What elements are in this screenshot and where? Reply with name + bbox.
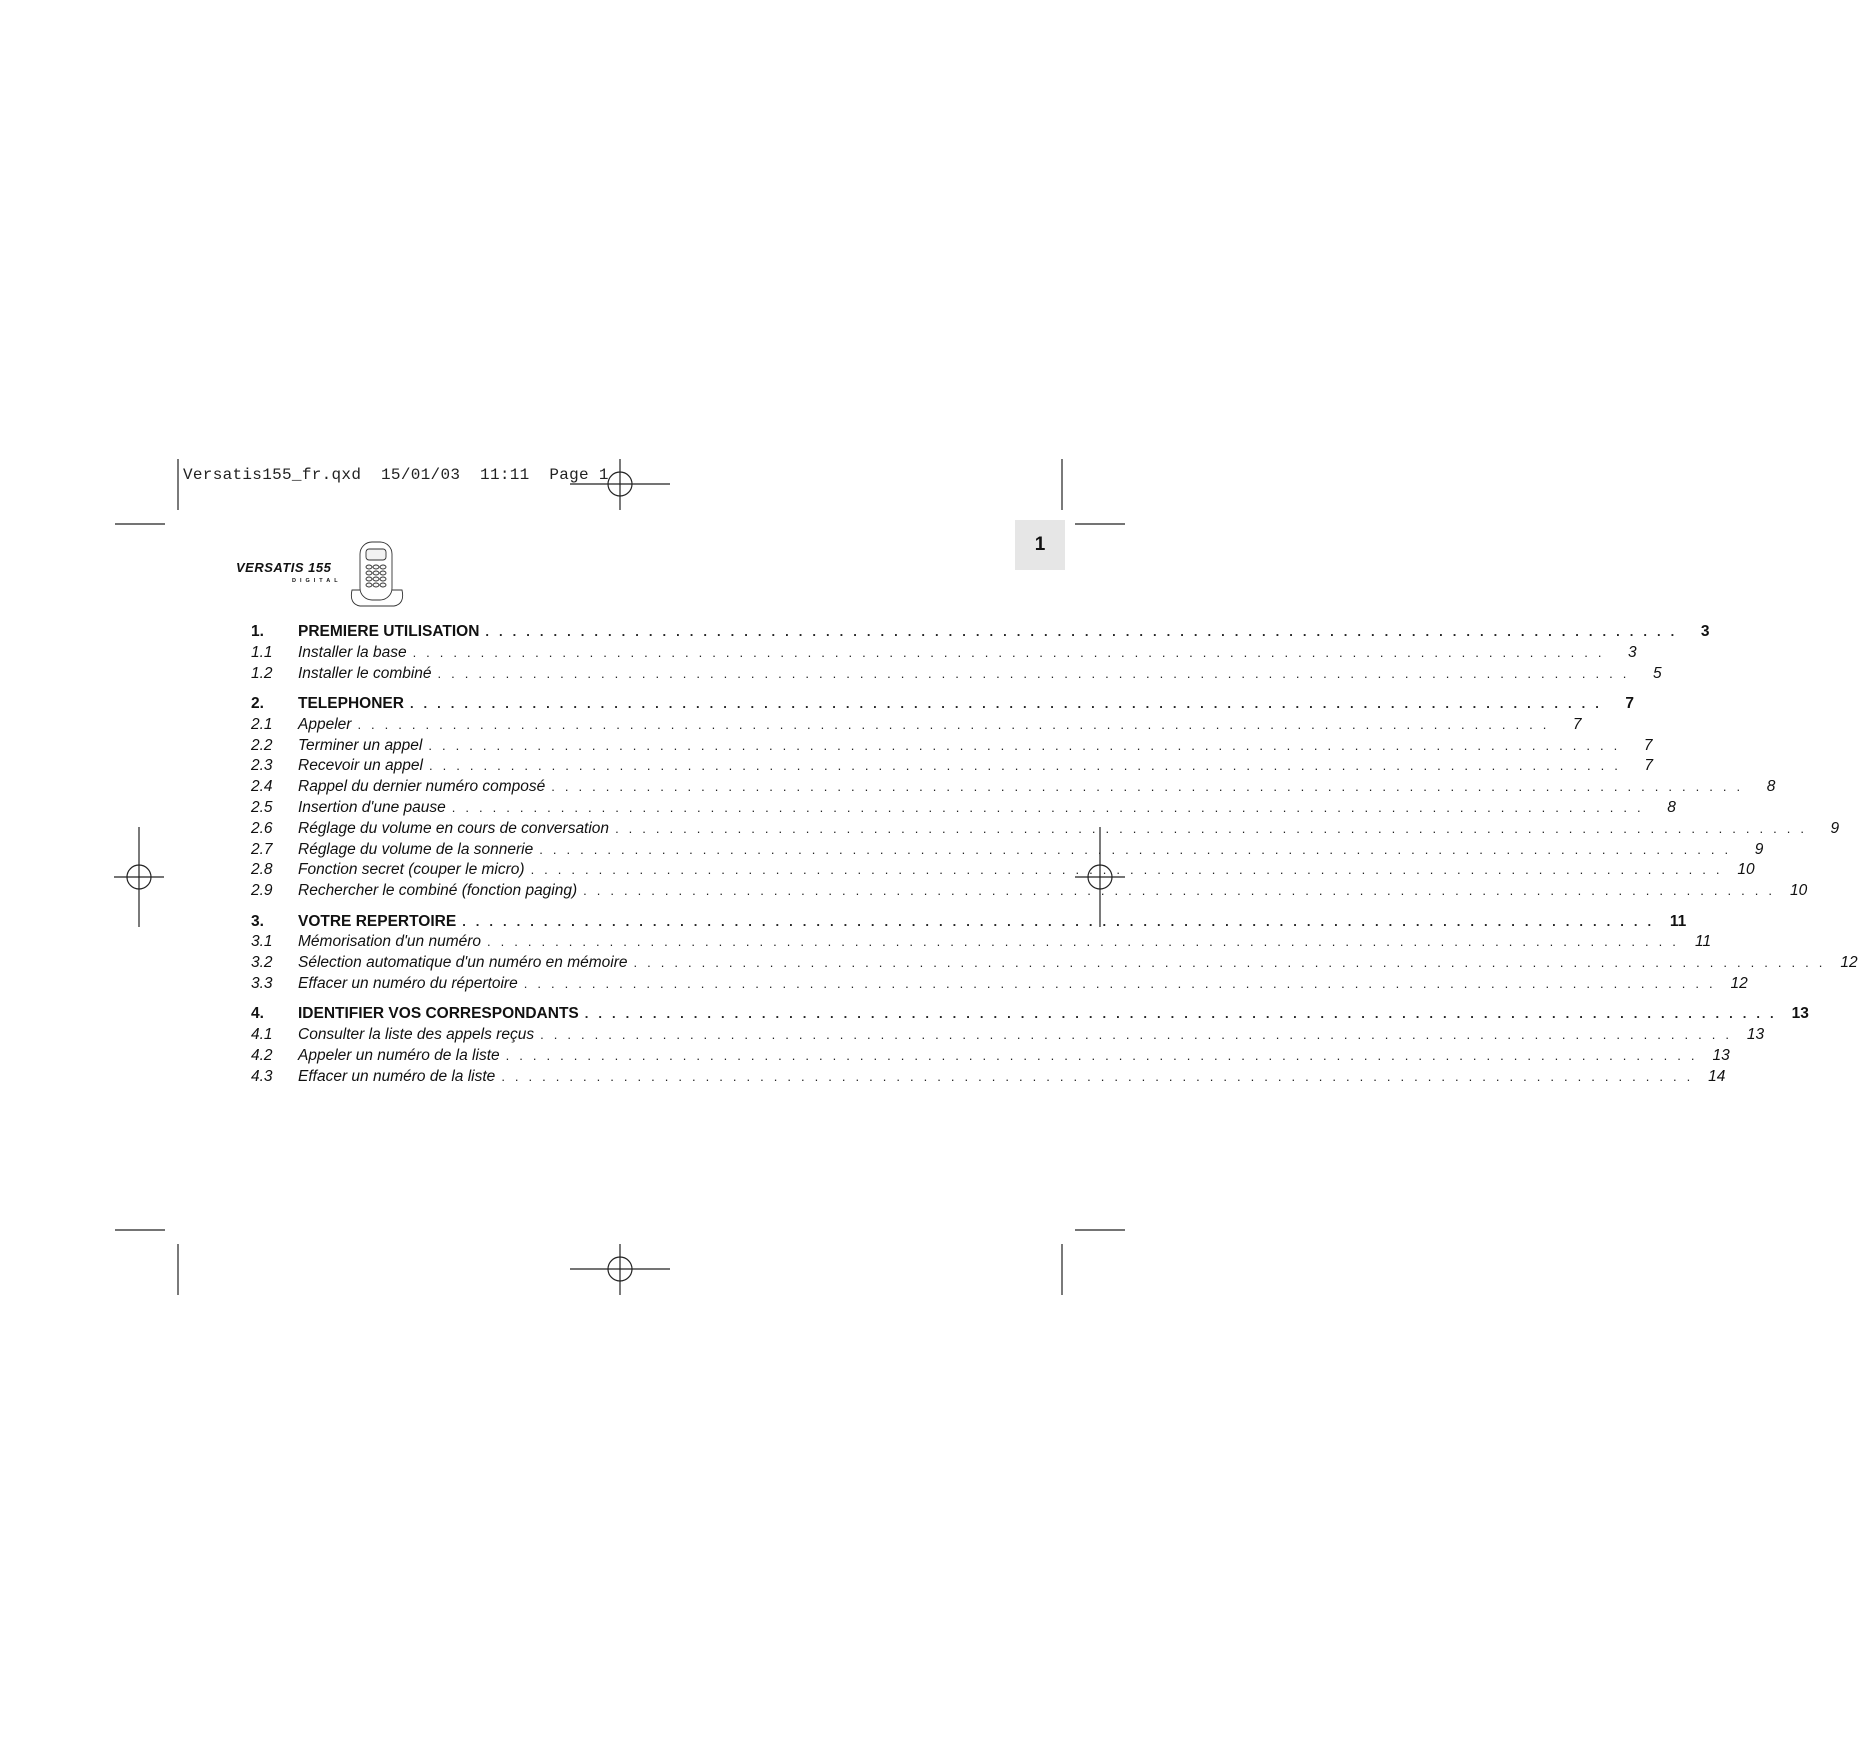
toc-section-2-4 bbox=[251, 777, 1776, 798]
product-logo bbox=[234, 540, 414, 608]
toc-entry-title: Appeler un numéro de la liste bbox=[298, 1046, 500, 1064]
toc-page-number: 14 bbox=[1708, 1067, 1726, 1085]
toc-entry-number: 4. bbox=[251, 1005, 264, 1023]
toc-page-number: 9 bbox=[1830, 819, 1840, 837]
toc-dot-leader: . . . . . . . . . . . . . . . . . . . . . . . . . . . . . . . . . . . . . . . . . . . . . . . . . . . . . . . . . . . . . . . . . . . . . . . . . . . . . . . . . . . . . . . . bbox=[551, 779, 1744, 795]
toc-entry-title: PREMIERE UTILISATION bbox=[298, 623, 480, 640]
toc-entry-title: Sélection automatique d'un numéro en mémoire bbox=[298, 954, 628, 972]
toc-dot-leader: . . . . . . . . . . . . . . . . . . . . . . . . . . . . . . . . . . . . . . . . . . . . . . . . . . . . . . . . . . . . . . . . . . . . . . . . . . . . . . . . . . . . . . . . bbox=[615, 820, 1808, 836]
toc-page-number: 12 bbox=[1840, 954, 1858, 972]
toc-dot-leader: . . . . . . . . . . . . . . . . . . . . . . . . . . . . . . . . . . . . . . . . . . . . . . . . . . . . . . . . . . . . . . . . . . . . . . . . . . . . . . . . . . . . . . . . bbox=[357, 716, 1550, 732]
toc-entry-number: 3.2 bbox=[251, 954, 273, 972]
toc-entry-number: 2.2 bbox=[251, 736, 273, 754]
toc-entry-title: Installer la base bbox=[298, 643, 407, 661]
toc-entry-number: 2.7 bbox=[251, 840, 273, 858]
toc-section-2-1 bbox=[251, 715, 1582, 736]
toc-entry-title: IDENTIFIER VOS CORRESPONDANTS bbox=[298, 1005, 579, 1023]
toc-section-1-1 bbox=[251, 643, 1637, 664]
toc-page-number: 7 bbox=[1625, 694, 1635, 712]
toc-section-3-3 bbox=[251, 974, 1748, 995]
toc-entry-number: 4.1 bbox=[251, 1026, 273, 1044]
toc-entry-number: 4.3 bbox=[251, 1067, 273, 1085]
toc-chapter-spacer bbox=[251, 684, 981, 694]
toc-entry-title: Recevoir un appel bbox=[298, 757, 423, 775]
toc-entry-number: 2. bbox=[251, 694, 264, 712]
phone-handset-icon bbox=[351, 542, 402, 606]
toc-dot-leader: . . . . . . . . . . . . . . . . . . . . . . . . . . . . . . . . . . . . . . . . . . . . . . . . . . . . . . . . . . . . . . . . . . . . . . . . . . . . . . . . . . . . . . . . bbox=[451, 799, 1644, 815]
toc-entry-number: 2.1 bbox=[251, 715, 273, 733]
toc-page-number: 10 bbox=[1789, 882, 1808, 900]
toc-entry-title: Terminer un appel bbox=[298, 736, 423, 754]
toc-entry-title: Mémorisation d'un numéro bbox=[298, 933, 482, 951]
toc-page-number: 7 bbox=[1643, 736, 1653, 754]
toc-dot-leader: . . . . . . . . . . . . . . . . . . . . . . . . . . . . . . . . . . . . . . . . . . . . . . . . . . . . . . . . . . . . . . . . . . . . . . . . . . . . . . . . . . . . . . . . bbox=[409, 695, 1603, 711]
logo-digital-text: DIGITAL bbox=[292, 578, 342, 584]
toc-section-2-6 bbox=[251, 819, 1840, 840]
table-of-contents bbox=[251, 622, 1858, 1088]
toc-entry-number: 2.5 bbox=[251, 798, 273, 816]
toc-page-number: 7 bbox=[1644, 757, 1654, 775]
toc-page-number: 13 bbox=[1791, 1005, 1809, 1023]
toc-page-number: 13 bbox=[1746, 1026, 1765, 1044]
toc-page-number: 11 bbox=[1669, 912, 1687, 930]
toc-dot-leader: . . . . . . . . . . . . . . . . . . . . . . . . . . . . . . . . . . . . . . . . . . . . . . . . . . . . . . . . . . . . . . . . . . . . . . . . . . . . . . . . . . . . . . . . bbox=[540, 1027, 1733, 1043]
toc-chapter-1 bbox=[251, 622, 1710, 643]
toc-entry-title: Réglage du volume en cours de conversation bbox=[298, 819, 610, 837]
toc-section-2-9 bbox=[251, 881, 1808, 902]
toc-entry-title: Rappel du dernier numéro composé bbox=[298, 778, 546, 796]
toc-dot-leader: . . . . . . . . . . . . . . . . . . . . . . . . . . . . . . . . . . . . . . . . . . . . . . . . . . . . . . . . . . . . . . . . . . . . . . . . . . . . . . . . . . . . . . . . bbox=[487, 934, 1680, 950]
toc-dot-leader: . . . . . . . . . . . . . . . . . . . . . . . . . . . . . . . . . . . . . . . . . . . . . . . . . . . . . . . . . . . . . . . . . . . . . . . . . . . . . . . . . . . . . . . . bbox=[428, 758, 1622, 774]
toc-entry-title: Appeler bbox=[298, 715, 352, 733]
toc-chapter-spacer bbox=[251, 995, 981, 1005]
toc-page-number: 11 bbox=[1695, 933, 1712, 951]
toc-entry-title: Insertion d'une pause bbox=[298, 798, 446, 816]
toc-page-number: 9 bbox=[1754, 840, 1764, 858]
toc-page-number: 3 bbox=[1700, 623, 1710, 640]
toc-entry-title: Effacer un numéro de la liste bbox=[298, 1067, 496, 1085]
toc-page-number: 10 bbox=[1737, 861, 1755, 879]
toc-page-number: 8 bbox=[1667, 798, 1676, 816]
toc-dot-leader: . . . . . . . . . . . . . . . . . . . . . . . . . . . . . . . . . . . . . . . . . . . . . . . . . . . . . . . . . . . . . . . . . . . . . . . . . . . . . . . . . . . . . . . . bbox=[583, 883, 1776, 899]
toc-section-4-1 bbox=[251, 1025, 1765, 1046]
toc-entry-title: Consulter la liste des appels reçus bbox=[298, 1026, 535, 1044]
toc-entry-title: Rechercher le combiné (fonction paging) bbox=[298, 882, 578, 900]
toc-page-number: 5 bbox=[1653, 664, 1662, 682]
toc-chapter-3 bbox=[251, 912, 1687, 933]
toc-entry-number: 1. bbox=[251, 623, 264, 640]
toc-entry-number: 2.4 bbox=[251, 778, 273, 796]
registration-target-left bbox=[114, 827, 164, 927]
toc-chapter-2 bbox=[251, 694, 1635, 715]
toc-page-number: 3 bbox=[1628, 643, 1637, 661]
toc-entry-title: Effacer un numéro du répertoire bbox=[298, 974, 518, 992]
toc-section-2-3 bbox=[251, 756, 1654, 777]
toc-entry-number: 4.2 bbox=[251, 1046, 273, 1064]
toc-entry-number: 2.9 bbox=[251, 882, 273, 900]
toc-dot-leader: . . . . . . . . . . . . . . . . . . . . . . . . . . . . . . . . . . . . . . . . . . . . . . . . . . . . . . . . . . . . . . . . . . . . . . . . . . . . . . . . . . . . . . . . bbox=[530, 862, 1723, 878]
page-number: 1 bbox=[1034, 534, 1046, 555]
toc-dot-leader: . . . . . . . . . . . . . . . . . . . . . . . . . . . . . . . . . . . . . . . . . . . . . . . . . . . . . . . . . . . . . . . . . . . . . . . . . . . . . . . . . . . . . . . . bbox=[428, 737, 1621, 753]
page-number-tab bbox=[1015, 520, 1065, 570]
toc-dot-leader: . . . . . . . . . . . . . . . . . . . . . . . . . . . . . . . . . . . . . . . . . . . . . . . . . . . . . . . . . . . . . . . . . . . . . . . . . . . . . . . . . . . . . . . . bbox=[412, 644, 1605, 660]
toc-dot-leader: . . . . . . . . . . . . . . . . . . . . . . . . . . . . . . . . . . . . . . . . . . . . . . . . . . . . . . . . . . . . . . . . . . . . . . . . . . . . . . . . . . . . . . . . bbox=[523, 975, 1716, 991]
toc-section-4-2 bbox=[251, 1046, 1730, 1067]
toc-entry-number: 3. bbox=[251, 912, 264, 930]
toc-chapter-4 bbox=[251, 1004, 1809, 1025]
toc-section-3-1 bbox=[251, 932, 1712, 953]
toc-section-2-8 bbox=[251, 860, 1755, 881]
toc-entry-title: VOTRE REPERTOIRE bbox=[298, 912, 457, 930]
toc-entry-number: 2.8 bbox=[251, 861, 273, 879]
toc-chapter-spacer bbox=[251, 902, 981, 912]
toc-page-number: 12 bbox=[1730, 974, 1748, 992]
toc-section-1-2 bbox=[251, 664, 1662, 685]
toc-dot-leader: . . . . . . . . . . . . . . . . . . . . . . . . . . . . . . . . . . . . . . . . . . . . . . . . . . . . . . . . . . . . . . . . . . . . . . . . . . . . . . . . . . . . . . . . bbox=[462, 913, 1655, 929]
toc-entry-title: Réglage du volume de la sonnerie bbox=[298, 840, 534, 858]
file-slug: Versatis155_fr.qxd 15/01/03 11:11 Page 1 bbox=[183, 466, 609, 484]
toc-dot-leader: . . . . . . . . . . . . . . . . . . . . . . . . . . . . . . . . . . . . . . . . . . . . . . . . . . . . . . . . . . . . . . . . . . . . . . . . . . . . . . . . . . . . . . . . bbox=[501, 1068, 1694, 1084]
toc-entry-title: Fonction secret (couper le micro) bbox=[298, 861, 525, 879]
toc-dot-leader: . . . . . . . . . . . . . . . . . . . . . . . . . . . . . . . . . . . . . . . . . . . . . . . . . . . . . . . . . . . . . . . . . . . . . . . . . . . . . . . . . . . . . . . . bbox=[584, 1006, 1777, 1022]
logo-brand-text: VERSATIS 155 bbox=[236, 560, 332, 575]
toc-dot-leader: . . . . . . . . . . . . . . . . . . . . . . . . . . . . . . . . . . . . . . . . . . . . . . . . . . . . . . . . . . . . . . . . . . . . . . . . . . . . . . . . . . . . . . . . bbox=[505, 1047, 1698, 1063]
toc-section-2-2 bbox=[251, 736, 1653, 757]
toc-dot-leader: . . . . . . . . . . . . . . . . . . . . . . . . . . . . . . . . . . . . . . . . . . . . . . . . . . . . . . . . . . . . . . . . . . . . . . . . . . . . . . . . . . . . . . . . bbox=[633, 955, 1826, 971]
toc-section-2-5 bbox=[251, 798, 1676, 819]
toc-entry-number: 2.6 bbox=[251, 819, 273, 837]
toc-dot-leader: . . . . . . . . . . . . . . . . . . . . . . . . . . . . . . . . . . . . . . . . . . . . . . . . . . . . . . . . . . . . . . . . . . . . . . . . . . . . . . . . . . . . . . . . bbox=[485, 624, 1678, 639]
toc-section-4-3 bbox=[251, 1067, 1726, 1088]
registration-target-bottom bbox=[570, 1244, 670, 1295]
toc-entry-number: 2.3 bbox=[251, 757, 273, 775]
toc-dot-leader: . . . . . . . . . . . . . . . . . . . . . . . . . . . . . . . . . . . . . . . . . . . . . . . . . . . . . . . . . . . . . . . . . . . . . . . . . . . . . . . . . . . . . . . . bbox=[437, 665, 1630, 681]
toc-dot-leader: . . . . . . . . . . . . . . . . . . . . . . . . . . . . . . . . . . . . . . . . . . . . . . . . . . . . . . . . . . . . . . . . . . . . . . . . . . . . . . . . . . . . . . . . bbox=[539, 841, 1732, 857]
toc-entry-title: TELEPHONER bbox=[298, 694, 404, 712]
toc-entry-number: 1.2 bbox=[251, 664, 273, 682]
toc-entry-number: 3.1 bbox=[251, 933, 273, 951]
toc-section-2-7 bbox=[251, 840, 1764, 861]
toc-entry-title: Installer le combiné bbox=[298, 664, 432, 682]
toc-entry-number: 3.3 bbox=[251, 974, 273, 992]
toc-page-number: 8 bbox=[1766, 778, 1776, 796]
toc-entry-number: 1.1 bbox=[251, 643, 273, 661]
toc-page-number: 7 bbox=[1572, 715, 1582, 733]
toc-page-number: 13 bbox=[1712, 1046, 1730, 1064]
toc-section-3-2 bbox=[251, 953, 1858, 974]
